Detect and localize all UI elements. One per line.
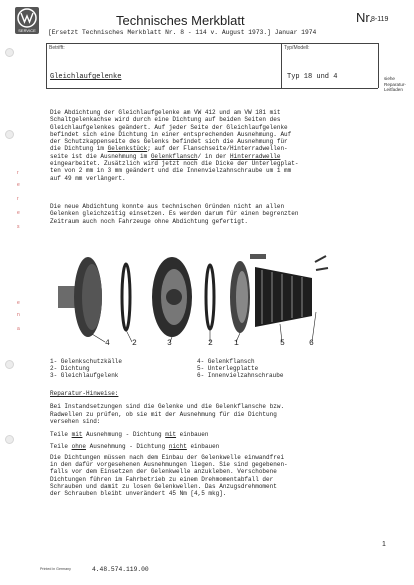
edge-marker: n bbox=[17, 312, 20, 318]
photo-label: 1 bbox=[234, 339, 239, 348]
rule-without-recess: Teile ohne Ausnehmung - Dichtung nicht einbauen bbox=[50, 443, 220, 451]
second-paragraph bbox=[50, 203, 380, 225]
photo-label: 6 bbox=[309, 339, 314, 348]
text-line: Gelenken gleichzeitig einsetzen. Es werden darum für einen begrenzten bbox=[50, 210, 299, 218]
legend-item: 1- Gelenkschutzkälle bbox=[50, 358, 123, 365]
repair-heading: Reparatur-Hinweise: bbox=[50, 390, 119, 397]
box-divider-rule bbox=[281, 43, 282, 88]
photo-label: 4 bbox=[105, 339, 110, 348]
legend-left bbox=[50, 358, 122, 380]
betrifft-value: Gleichlaufgelenke bbox=[50, 73, 122, 81]
side-note bbox=[384, 76, 406, 93]
text-line: Dichtungen führen im Fahrbetrieb zu einem Drehmomentabfall der bbox=[50, 475, 274, 483]
rule-with-recess: Teile mit Ausnehmung - Dichtung mit einbauen bbox=[50, 431, 209, 439]
text-line: der Schrauben bleibt unverändert 45 Nm [4,5 mkg]. bbox=[50, 490, 227, 498]
punch-hole bbox=[5, 435, 14, 444]
punch-hole bbox=[5, 130, 14, 139]
edge-marker: r bbox=[17, 170, 19, 176]
repair-section bbox=[50, 390, 380, 498]
text-line: eingearbeitet. Zusätzlich wird jetzt noch die Dicke der Unterlegplat- bbox=[50, 160, 299, 168]
photo-label: 2 bbox=[132, 339, 137, 348]
footer-part-number: 4.48.574.119.00 bbox=[92, 566, 149, 573]
text-line: falls vor dem Einsetzen der Gelenkwelle anzukleben. Verschobene bbox=[50, 468, 277, 476]
joint-exploded-photo bbox=[50, 242, 330, 354]
logo-caption: SERVICE bbox=[18, 28, 36, 33]
legend-item: 3- Gleichlaufgelenk bbox=[50, 372, 119, 380]
box-left-rule bbox=[46, 43, 47, 88]
legend-item: 5- Unterlegplatte bbox=[197, 365, 259, 373]
text-line: befindet sich eine Dichtung in einer entsprechenden Ausnehmung. Auf bbox=[50, 130, 292, 138]
footer-imprint: Printed in Germany bbox=[40, 567, 71, 571]
edge-marker: a bbox=[17, 326, 20, 332]
vw-logo bbox=[15, 7, 39, 34]
text-line: ten von 2 mm in 3 mm geändert und die Innenvielzahnschraube um 1 mm bbox=[50, 167, 292, 175]
side-note-line: siehe bbox=[384, 76, 395, 81]
photo-label: 2 bbox=[208, 339, 213, 348]
text-line: Schaltgelenkachse wird durch eine Dichtung auf beiden Seiten des bbox=[50, 116, 281, 124]
edge-marker: r bbox=[17, 196, 19, 202]
text-line: Zeitraum auch noch Fahrzeuge ohne Abdichtung gefertigt. bbox=[50, 217, 249, 225]
text-line: die Dichtung im Gelenkstück; auf der Flanschseite/Hinterradwellen- bbox=[50, 145, 288, 153]
text-line: auf 49 mm verlängert. bbox=[50, 174, 126, 182]
text-line: Gleichlaufgelenkes geändert. Auf jeder Seite der Gleichlaufgelenke bbox=[50, 123, 288, 131]
punch-hole bbox=[5, 360, 14, 369]
edge-marker: e bbox=[17, 300, 20, 306]
nr-label: Nr. bbox=[356, 10, 373, 25]
punch-hole bbox=[5, 48, 14, 57]
typ-label: Typ/Modell: bbox=[284, 45, 310, 51]
text-line: seite ist die Ausnehmung im Gelenkflansch/ in der Hinterradwelle bbox=[50, 152, 281, 160]
edge-marker: s bbox=[17, 224, 20, 230]
edge-marker: e bbox=[17, 210, 20, 216]
box-right-rule bbox=[378, 43, 379, 88]
side-note-line: Reparatur- bbox=[384, 81, 406, 87]
box-top-rule bbox=[46, 43, 378, 44]
intro-paragraph bbox=[50, 109, 380, 182]
text-line: Die Dichtungen müssen nach dem Einbau der Gelenkwelle einwandfrei bbox=[50, 453, 285, 461]
photo-label: 5 bbox=[280, 339, 285, 348]
edge-marker: e bbox=[17, 182, 20, 188]
box-bottom-rule bbox=[46, 88, 378, 89]
text-line: Radwellen zu prüfen, ob sie mit der Ausnehmung für die Dichtung bbox=[50, 410, 277, 418]
page-number: 1 bbox=[382, 541, 386, 548]
nr-value: 8-119 bbox=[371, 16, 389, 23]
legend-right bbox=[197, 358, 283, 380]
legend-item: 6- Innenvielzahnschraube bbox=[197, 372, 284, 380]
typ-value: Typ 18 und 4 bbox=[287, 73, 338, 81]
legend-item: 2- Dichtung bbox=[50, 365, 90, 373]
text-line: versehen sind: bbox=[50, 417, 101, 425]
photo-label: 3 bbox=[167, 339, 172, 348]
text-line: der Schutzkappenseite des Gelenks befindet sich die Ausnehmung für bbox=[50, 138, 288, 146]
legend-item: 4- Gelenkflansch bbox=[197, 358, 255, 365]
text-line: in den dafür vorgesehenen Ausnehmungen liegen. Sie sind gegebenen- bbox=[50, 461, 288, 469]
text-line: Die neue Abdichtung konnte aus technischen Gründen nicht an allen bbox=[50, 203, 285, 210]
page-title: Technisches Merkblatt bbox=[116, 13, 245, 28]
text-line: Schrauben und damit zu losen Gelenkwellen. Das Anzugsdrehmoment bbox=[50, 482, 277, 490]
side-note-line: Leitfaden bbox=[384, 87, 403, 93]
betrifft-label: Betrifft: bbox=[49, 45, 65, 51]
text-line: Bei Instandsetzungen sind die Gelenke und die Gelenkflansche bzw. bbox=[50, 403, 285, 411]
text-line: Die Abdichtung der Gleichlaufgelenke am VW 412 und am VW 181 mit bbox=[50, 109, 281, 116]
subtitle: [Ersetzt Technisches Merkblatt Nr. 8 - 114 v. August 1973.] Januar 1974 bbox=[48, 29, 317, 36]
